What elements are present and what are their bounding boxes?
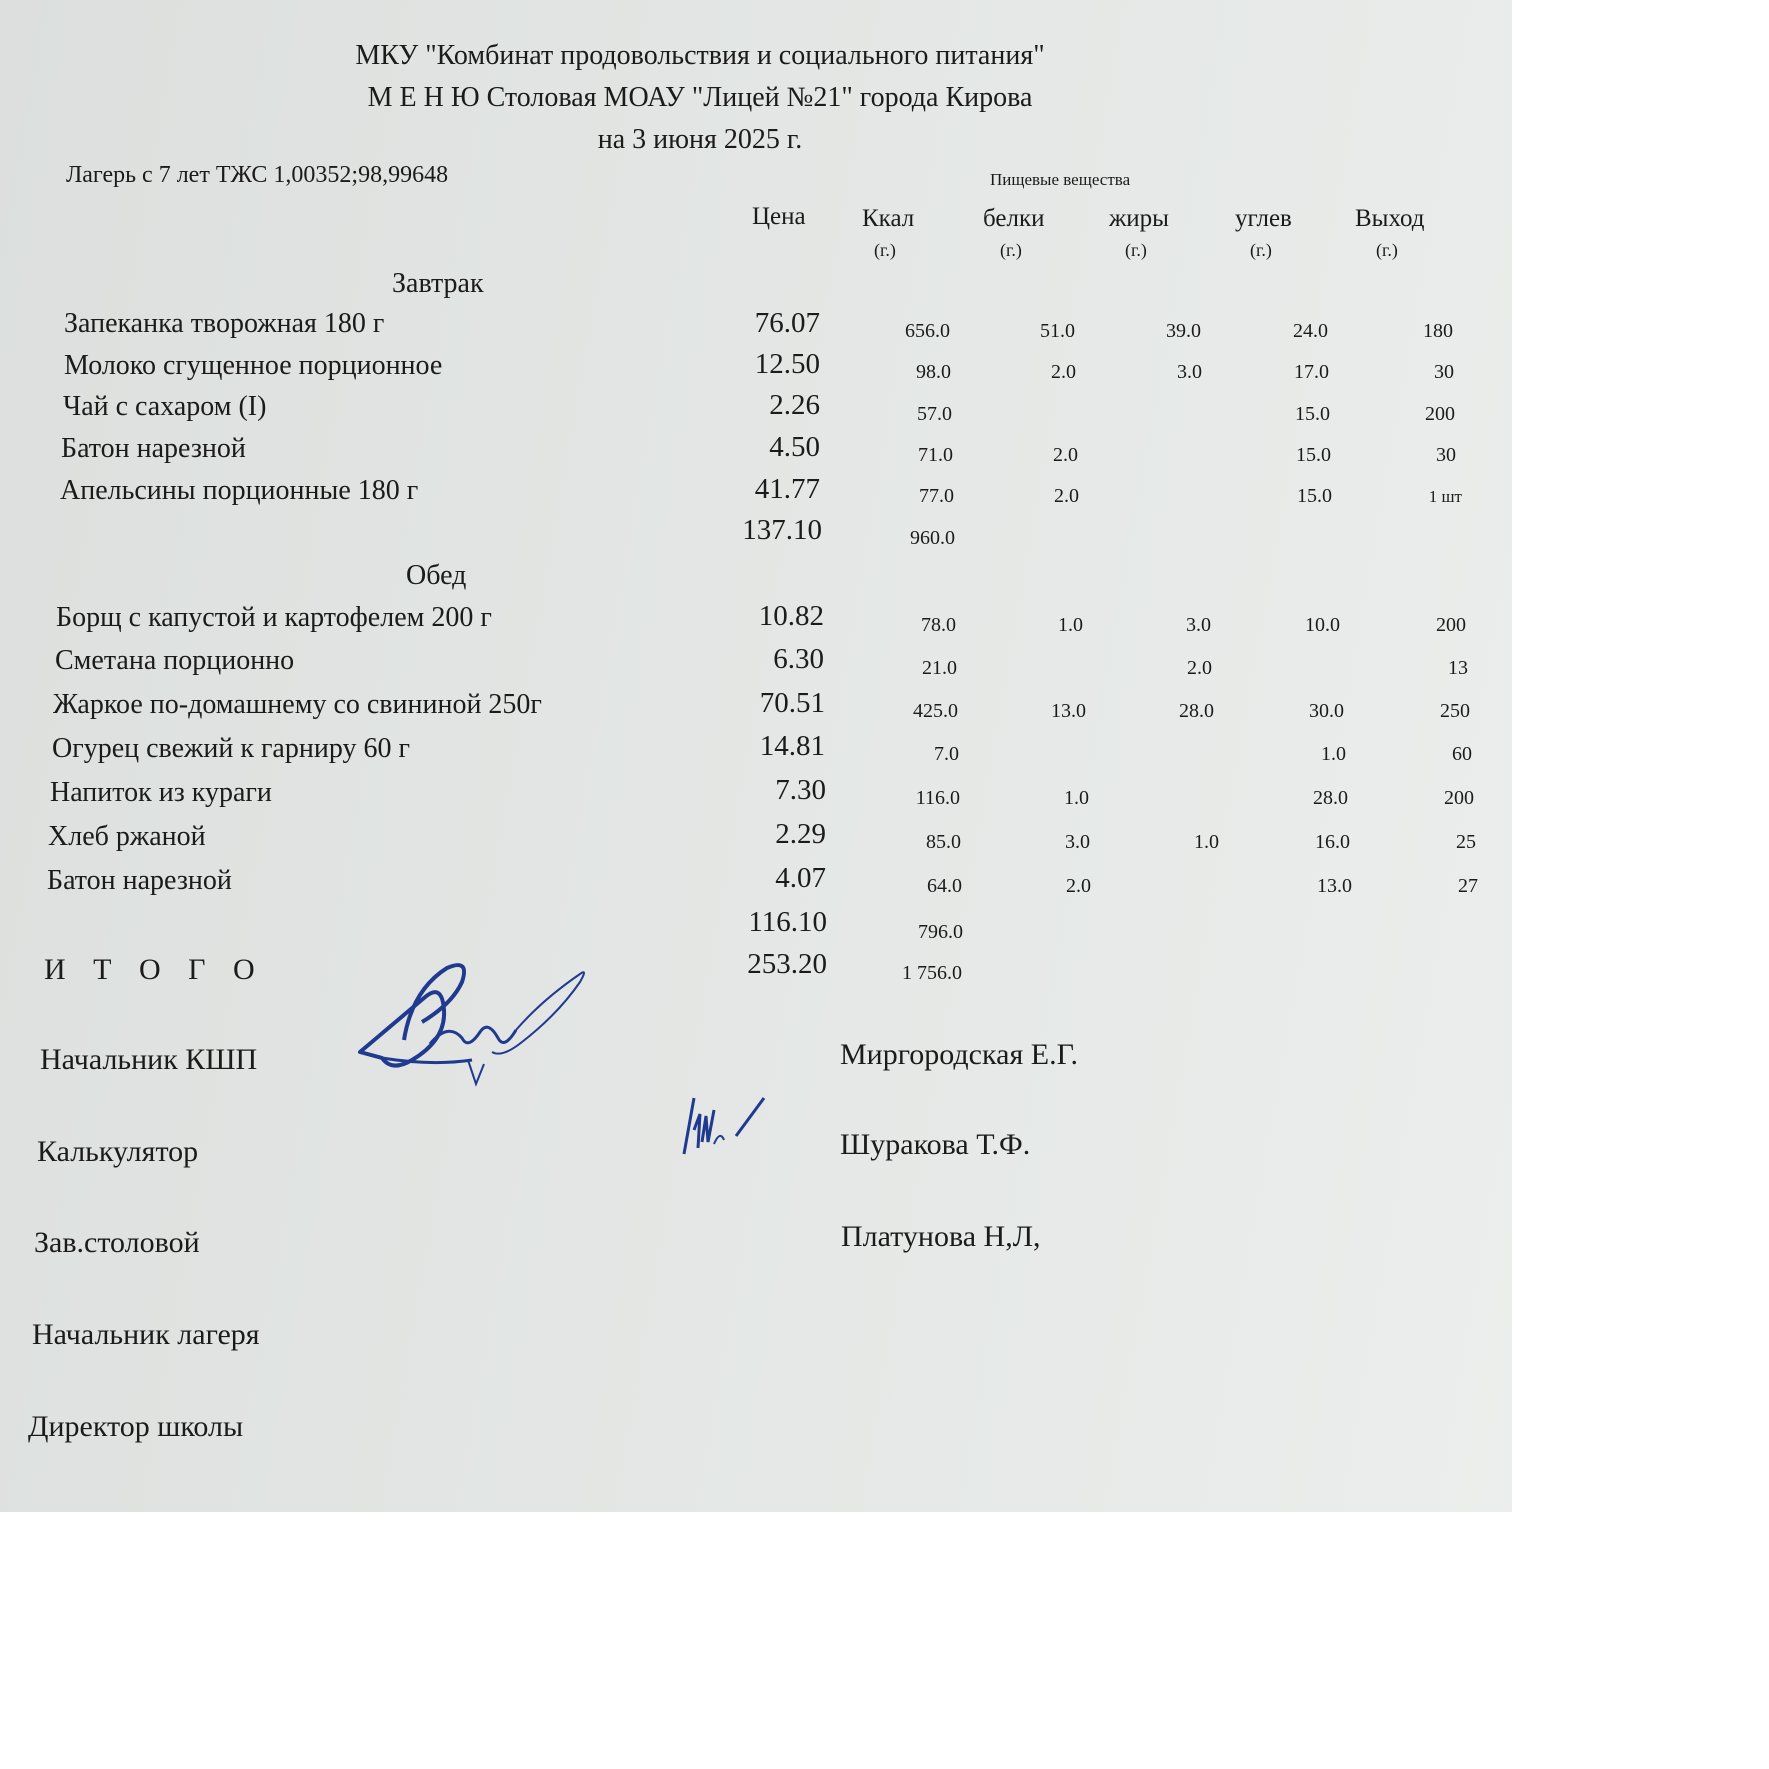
col-yield: Выход [1355,205,1425,232]
nutrients-caption: Пищевые вещества [990,170,1131,189]
unit-yield: (г.) [1376,240,1398,260]
dish-protein: 1.0 [1064,787,1089,809]
dish-yield: 30 [1434,361,1454,383]
dish-price: 2.26 [769,389,820,421]
dish-kcal: 7.0 [934,743,959,765]
dish-protein: 2.0 [1053,444,1078,466]
dish-carbs: 10.0 [1305,614,1340,636]
dish-carbs: 15.0 [1297,485,1332,507]
dish-price: 14.81 [759,730,825,762]
subtotal-price: 116.10 [748,906,827,938]
col-price: Цена [752,203,806,230]
dish-carbs: 17.0 [1294,361,1329,383]
header-org: МКУ "Комбинат продовольствия и социального питания" [355,40,1045,71]
dish-yield: 200 [1444,787,1474,809]
unit-kcal: (г.) [874,240,896,260]
dish-kcal: 116.0 [915,787,960,809]
dish-price: 6.30 [773,643,824,675]
name-calculator: Шуракова Т.Ф. [840,1128,1031,1161]
total-kcal: 1 756.0 [902,962,962,984]
dish-price: 10.82 [758,600,824,632]
dish-protein: 3.0 [1065,831,1090,853]
signature-mark [680,1090,770,1160]
dish-name: Батон нарезной [61,433,246,464]
dish-carbs: 13.0 [1317,875,1352,897]
dish-protein: 1.0 [1058,614,1083,636]
dish-fat: 3.0 [1186,614,1211,636]
dish-kcal: 85.0 [926,831,961,853]
col-carbs: углев [1235,205,1292,232]
section-lunch: Обед [406,560,467,591]
dish-price: 76.07 [754,307,820,339]
role-kshp: Начальник КШП [40,1043,258,1076]
dish-fat: 39.0 [1166,320,1201,342]
dish-name: Напиток из кураги [50,777,272,808]
dish-fat: 3.0 [1177,361,1202,383]
dish-kcal: 77.0 [919,485,954,507]
camp-info: Лагерь с 7 лет ТЖС 1,00352;98,99648 [66,162,449,188]
dish-kcal: 71.0 [918,444,953,466]
dish-kcal: 21.0 [922,657,957,679]
dish-kcal: 656.0 [905,320,950,342]
dish-fat: 1.0 [1194,831,1219,853]
dish-carbs: 24.0 [1293,320,1328,342]
dish-name: Батон нарезной [47,865,232,896]
header-menu: М Е Н Ю Столовая МОАУ "Лицей №21" города Кирова [367,82,1033,113]
dish-yield: 180 [1423,320,1453,342]
dish-carbs: 15.0 [1295,403,1330,425]
header-date: на 3 июня 2025 г. [597,124,803,155]
subtotal-kcal: 796.0 [918,921,963,943]
dish-carbs: 30.0 [1309,700,1344,722]
dish-name: Хлеб ржаной [48,821,206,852]
role-canteen-head: Зав.столовой [34,1226,200,1259]
col-kcal: Ккал [862,205,915,232]
dish-name: Сметана порционно [55,645,295,676]
name-kshp: Миргородская Е.Г. [840,1038,1079,1071]
col-protein: белки [983,205,1045,232]
subtotal-price: 137.10 [742,514,822,546]
dish-price: 2.29 [775,818,826,850]
dish-yield: 13 [1448,657,1468,679]
dish-yield: 250 [1440,700,1470,722]
subtotal-kcal: 960.0 [910,527,955,549]
dish-protein: 2.0 [1066,875,1091,897]
dish-price: 4.50 [769,431,820,463]
signature-mark [352,960,592,1100]
dish-carbs: 15.0 [1296,444,1331,466]
unit-carbs: (г.) [1250,240,1272,260]
dish-name: Борщ с капустой и картофелем 200 г [56,602,492,633]
dish-name: Жаркое по-домашнему со свининой 250г [53,689,542,720]
dish-yield: 27 [1458,875,1478,897]
dish-carbs: 1.0 [1321,743,1346,765]
dish-fat: 2.0 [1187,657,1212,679]
dish-carbs: 28.0 [1313,787,1348,809]
dish-protein: 2.0 [1054,485,1079,507]
dish-name: Чай с сахаром (I) [63,391,267,422]
name-canteen-head: Платунова Н,Л, [841,1220,1041,1253]
dish-name: Апельсины порционные 180 г [60,475,419,506]
role-calculator: Калькулятор [37,1135,199,1168]
total-label: И Т О Г О [44,953,265,986]
dish-price: 4.07 [775,862,826,894]
dish-protein: 13.0 [1051,700,1086,722]
col-fat: жиры [1109,205,1169,232]
dish-protein: 2.0 [1051,361,1076,383]
dish-kcal: 98.0 [916,361,951,383]
dish-yield: 25 [1456,831,1476,853]
dish-price: 41.77 [754,473,820,505]
unit-protein: (г.) [1000,240,1022,260]
dish-price: 7.30 [775,774,826,806]
dish-yield: 30 [1436,444,1456,466]
role-director: Директор школы [28,1410,244,1443]
dish-kcal: 64.0 [927,875,962,897]
total-price: 253.20 [747,948,827,980]
dish-price: 12.50 [754,348,820,380]
unit-fat: (г.) [1125,240,1147,260]
dish-kcal: 425.0 [913,700,958,722]
dish-yield: 60 [1452,743,1472,765]
dish-price: 70.51 [759,687,825,719]
section-breakfast: Завтрак [392,268,484,299]
dish-yield: 200 [1425,403,1455,425]
dish-name: Огурец свежий к гарниру 60 г [52,733,410,764]
dish-yield: 200 [1436,614,1466,636]
dish-name: Запеканка творожная 180 г [64,308,385,339]
dish-fat: 28.0 [1179,700,1214,722]
dish-kcal: 78.0 [921,614,956,636]
dish-kcal: 57.0 [917,403,952,425]
dish-name: Молоко сгущенное порционное [64,350,443,381]
dish-yield: 1 шт [1428,487,1462,506]
role-camp-head: Начальник лагеря [32,1318,260,1351]
dish-protein: 51.0 [1040,320,1075,342]
dish-carbs: 16.0 [1315,831,1350,853]
